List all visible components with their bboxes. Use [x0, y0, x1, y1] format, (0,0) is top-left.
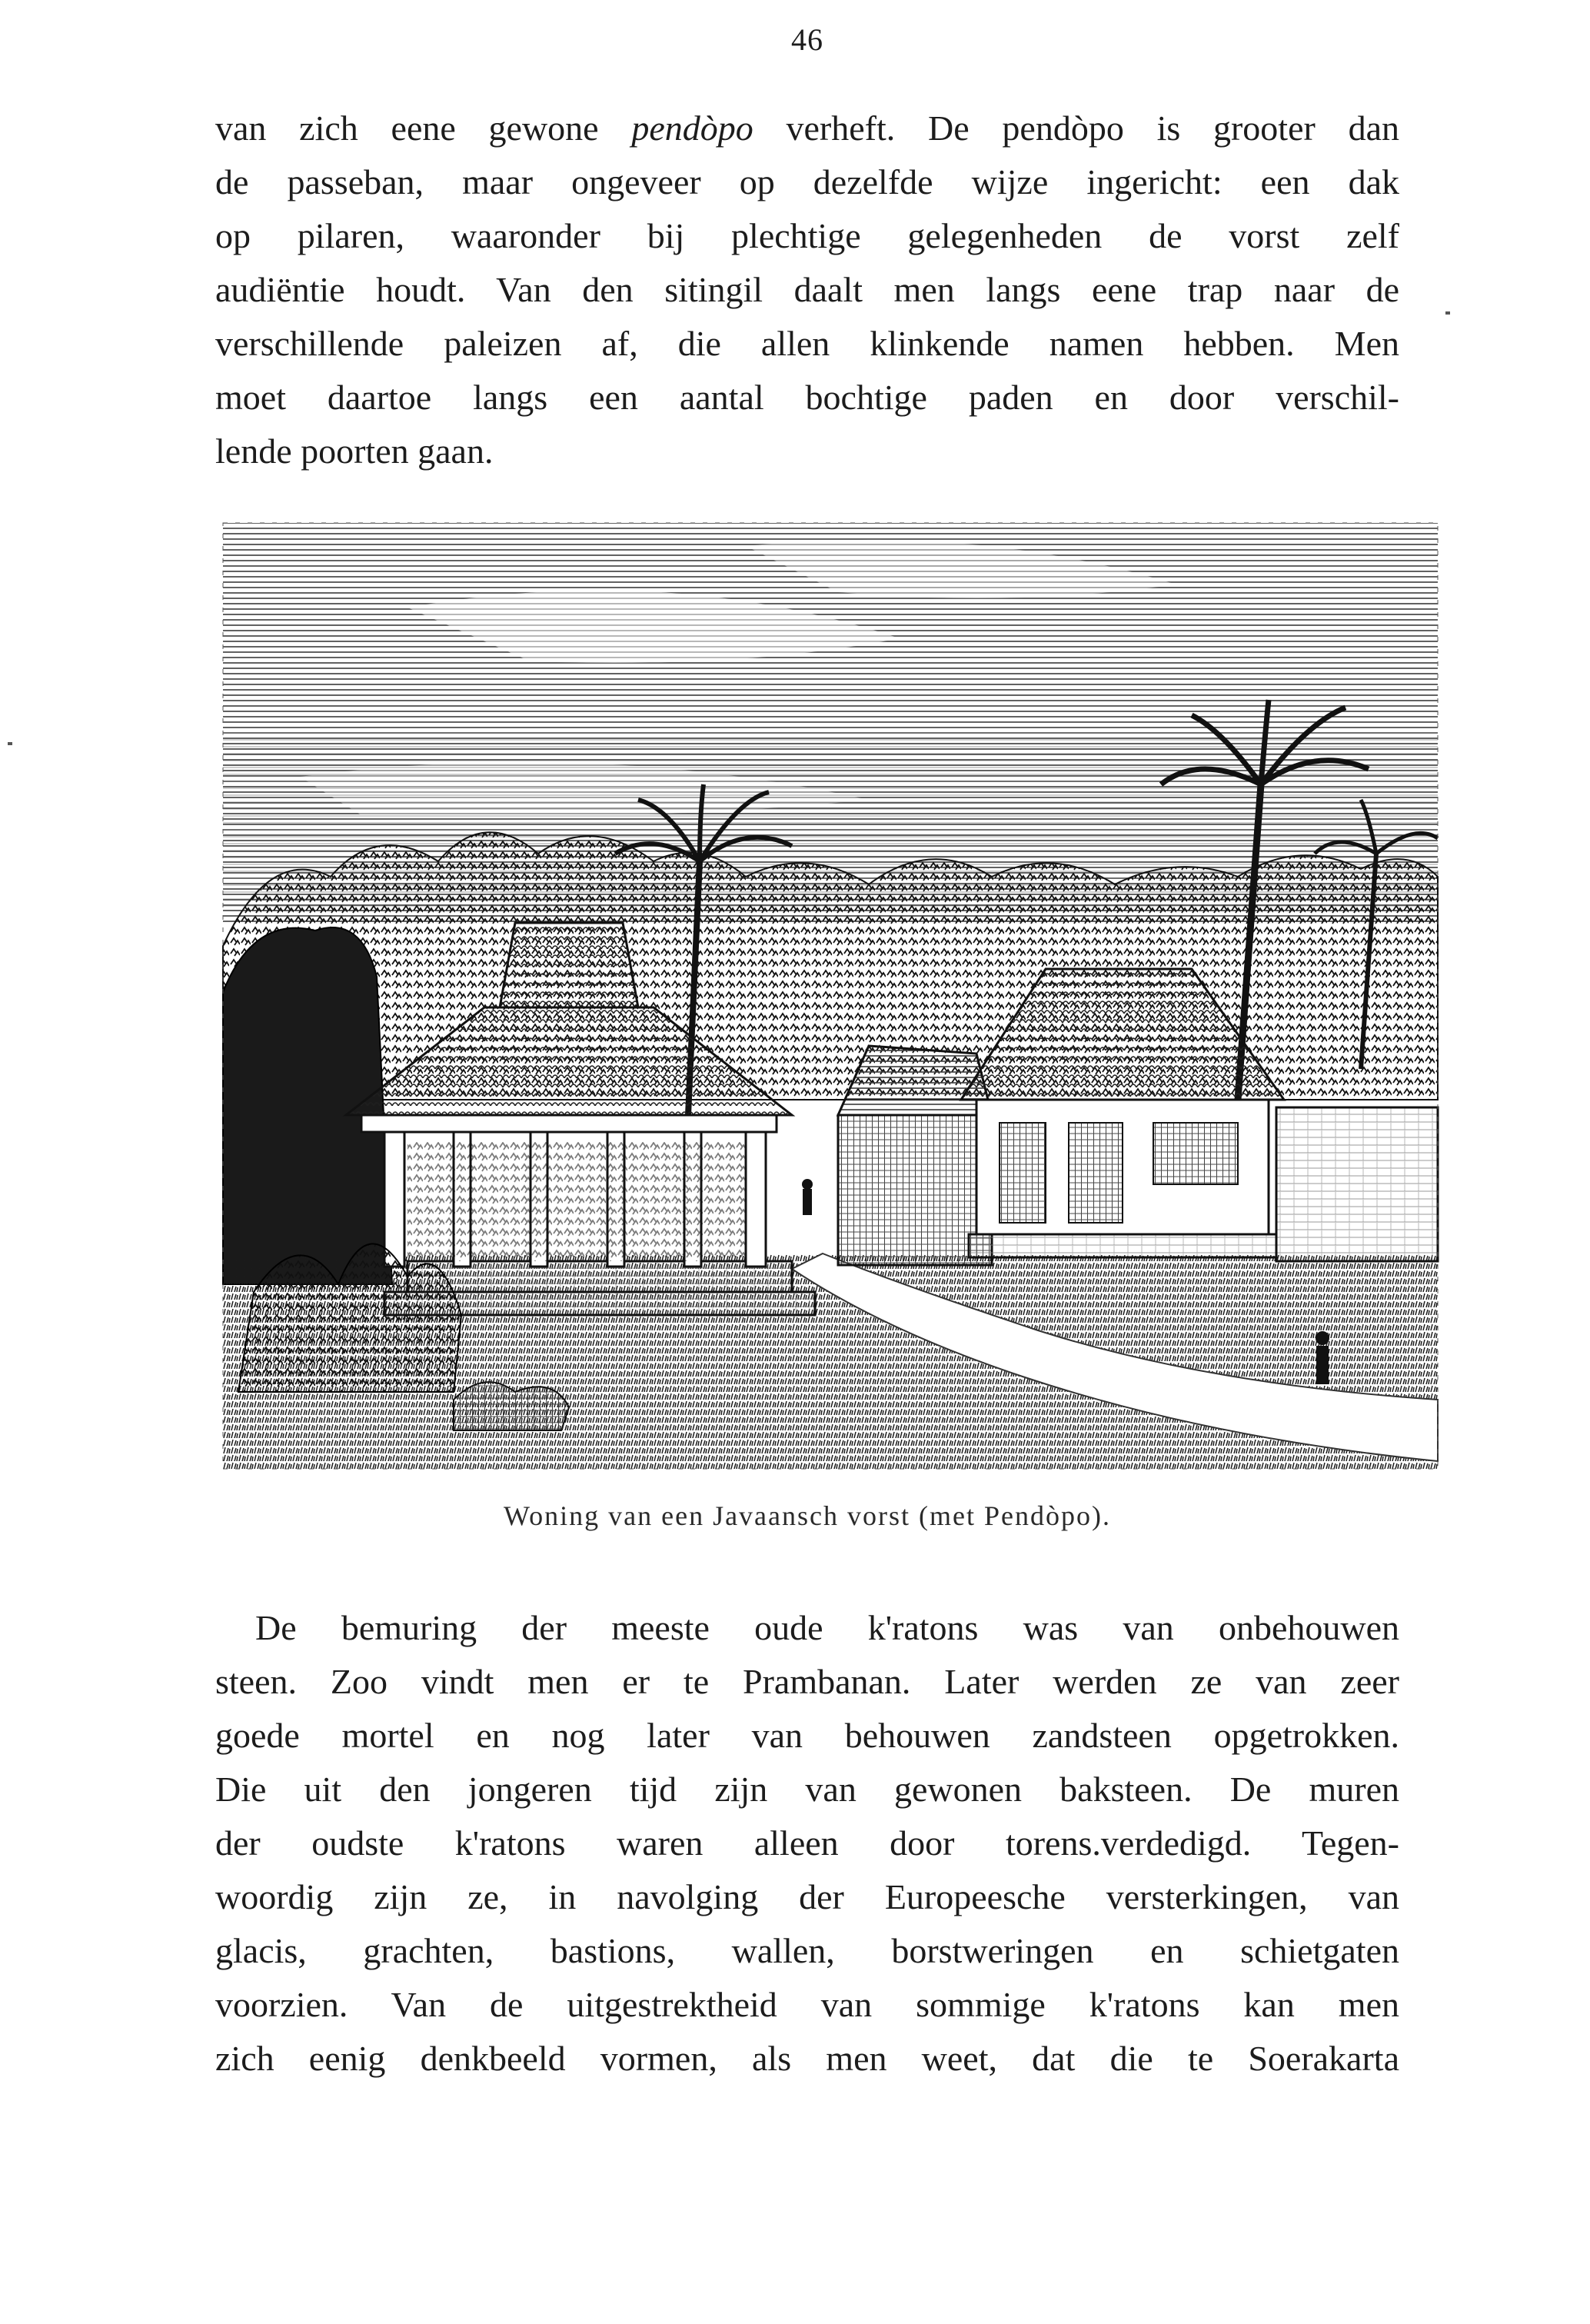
engraving-illustration — [208, 515, 1453, 1484]
figure-person-right — [1316, 1331, 1329, 1384]
paragraph-1-line-5: verschillende paleizen af, die allen klinkende namen hebben. Men — [215, 324, 1399, 363]
paragraph-2-line-2: steen. Zoo vindt men er te Prambanan. Later werden ze van zeer — [215, 1662, 1399, 1701]
pendopo-upper-roof — [500, 923, 638, 1007]
line-1-text-after: verheft. De pendòpo is grooter dan — [753, 108, 1399, 148]
paragraph-1-line-3: op pilaren, waaronder bij plechtige gelegenheden de vorst zelf — [215, 216, 1399, 255]
engraving-svg — [208, 515, 1453, 1484]
margin-mark-right — [1445, 311, 1450, 315]
italic-term-pendopo: pendòpo — [631, 108, 753, 148]
paragraph-2-line-4: Die uit den jongeren tijd zijn van gewonen baksteen. De muren — [215, 1770, 1399, 1809]
figure-caption: Woning van een Javaansch vorst (met Pendòpo). — [504, 1500, 1111, 1531]
margin-mark-left — [8, 742, 12, 745]
paragraph-2-line-9: zich eenig denkbeeld vormen, als men weet, dat die te Soerakarta — [215, 2039, 1399, 2078]
paragraph-2-line-7: glacis, grachten, bastions, wallen, borstweringen en schietgaten — [215, 1931, 1399, 1970]
paragraph-2-line-5: der oudste k'ratons waren alleen door torens.verdedigd. Tegen- — [215, 1823, 1399, 1863]
paragraph-2-line-6: woordig zijn ze, in navolging der Europeesche versterkingen, van — [215, 1877, 1399, 1916]
paragraph-2-line-1: De bemuring der meeste oude k'ratons was van onbehouwen — [255, 1608, 1399, 1647]
line-1-text-before: van zich eene gewone — [215, 108, 632, 148]
paragraph-1-line-2: de passeban, maar ongeveer op dezelfde wijze ingericht: een dak — [215, 162, 1399, 201]
paragraph-1 — [215, 102, 1399, 478]
paragraph-2-line-3: goede mortel en nog later van behouwen zandsteen opgetrokken. — [215, 1716, 1399, 1755]
paragraph-1-line-4: audiëntie houdt. Van den sitingil daalt men langs eene trap naar de — [215, 270, 1399, 309]
boundary-wall — [1276, 1107, 1438, 1261]
shed-building — [838, 1046, 992, 1265]
paragraph-2 — [215, 1601, 1399, 2086]
paragraph-1-line-7: lende poorten gaan. — [215, 431, 494, 471]
paragraph-2-line-8: voorzien. Van de uitgestrektheid van sommige k'ratons kan men — [215, 1985, 1399, 2024]
foreground-rocks — [454, 1382, 569, 1430]
page-number: 46 — [791, 22, 823, 57]
paragraph-1-line-6: moet daartoe langs een aantal bochtige paden en door verschil- — [215, 378, 1399, 417]
paragraph-1-line-1 — [215, 102, 1399, 155]
figure-person-middle — [802, 1179, 813, 1215]
